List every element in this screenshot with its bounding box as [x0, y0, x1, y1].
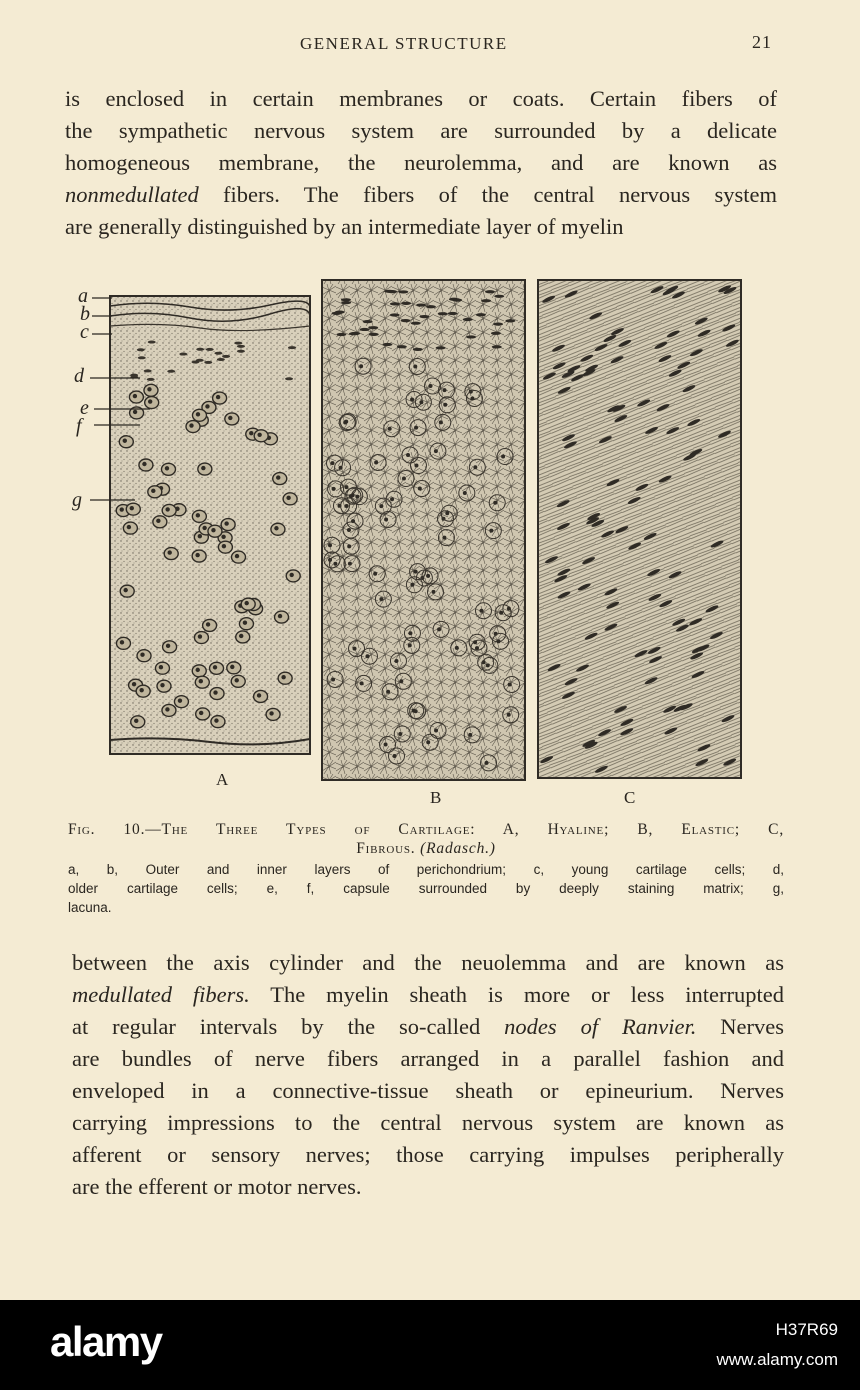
cell-mark — [166, 644, 170, 648]
cell-mark — [505, 319, 515, 322]
cell-mark — [445, 511, 449, 515]
cell-mark — [147, 387, 151, 391]
cell-mark — [199, 679, 203, 683]
cell-mark — [347, 528, 351, 532]
cell-mark — [213, 665, 217, 669]
alamy-logo: alamy — [50, 1318, 162, 1365]
cell-mark — [332, 312, 342, 315]
cell-mark — [379, 597, 383, 601]
cell-mark — [390, 497, 394, 501]
cell-mark — [476, 313, 486, 316]
cell-mark — [443, 403, 447, 407]
cell-mark — [363, 320, 373, 323]
cell-mark — [196, 412, 200, 416]
text-line: are generally distinguished by an intermediate layer of myelin — [65, 214, 624, 239]
cell-mark — [204, 361, 212, 364]
cell-mark — [501, 455, 505, 459]
cell-mark — [244, 601, 248, 605]
label-g: g — [72, 489, 82, 511]
cell-mark — [281, 675, 285, 679]
cell-mark — [344, 485, 348, 489]
cell-mark — [463, 491, 467, 495]
label-b: b — [80, 303, 90, 325]
cell-mark — [130, 506, 134, 510]
cell-mark — [388, 427, 392, 431]
cell-mark — [257, 693, 261, 697]
cell-mark — [332, 487, 336, 491]
cell-mark — [360, 681, 364, 685]
cell-mark — [401, 319, 411, 322]
top-paragraph — [65, 83, 777, 243]
panel-b-elastic — [322, 280, 525, 780]
cell-mark — [336, 333, 346, 336]
cell-mark — [286, 496, 290, 500]
cell-mark — [353, 647, 357, 651]
cell-mark — [429, 384, 433, 388]
cell-mark — [468, 733, 472, 737]
cell-mark — [473, 465, 477, 469]
cell-mark — [333, 562, 337, 566]
cell-mark — [473, 640, 477, 644]
cell-mark — [408, 631, 412, 635]
cell-mark — [123, 439, 127, 443]
cell-mark — [411, 322, 421, 325]
cell-mark — [437, 627, 441, 631]
cell-mark — [390, 313, 400, 316]
cell-mark — [214, 352, 222, 355]
cell-mark — [355, 495, 359, 499]
cell-mark — [455, 646, 459, 650]
text-line — [65, 179, 777, 211]
cell-mark — [237, 345, 245, 348]
cell-mark — [486, 663, 490, 667]
text-fragment: at regular intervals by the so-called — [72, 1014, 505, 1039]
cell-mark — [196, 513, 200, 517]
cell-mark — [410, 397, 414, 401]
cell-mark — [493, 323, 503, 326]
cartilage-figure — [0, 270, 860, 810]
cell-mark — [387, 290, 397, 293]
cell-mark — [139, 688, 143, 692]
cell-mark — [466, 335, 476, 338]
cell-mark — [384, 743, 388, 747]
label-c: c — [80, 321, 89, 343]
cell-mark — [134, 719, 138, 723]
panel-a-hyaline — [110, 296, 310, 754]
cell-mark — [374, 460, 378, 464]
label-f: f — [76, 415, 82, 437]
cell-mark — [414, 426, 418, 430]
cell-mark — [343, 421, 347, 425]
cell-mark — [274, 526, 278, 530]
cell-mark — [235, 554, 239, 558]
cell-mark — [206, 622, 210, 626]
cell-mark — [234, 342, 242, 345]
cell-mark — [138, 356, 146, 359]
text-line: are bundles of nerve fibers arranged in a parallel fashion and — [72, 1046, 784, 1071]
cell-mark — [230, 665, 234, 669]
cell-mark — [156, 519, 160, 523]
cell-mark — [494, 295, 504, 298]
page-number: 21 — [752, 32, 772, 52]
italic-term: nonmedullated — [65, 182, 199, 207]
cell-mark — [198, 634, 202, 638]
cell-mark — [408, 643, 412, 647]
cell-mark — [198, 534, 202, 538]
cell-mark — [331, 677, 335, 681]
text-fragment: Nerves — [696, 1014, 785, 1039]
text-line: is enclosed in certain membranes or coats. Certain fibers of — [65, 86, 777, 111]
cell-mark — [148, 341, 156, 344]
cell-mark — [151, 489, 155, 493]
cell-mark — [214, 718, 218, 722]
cell-mark — [179, 353, 187, 356]
panel-c-fibrous — [538, 280, 741, 778]
cell-mark — [339, 466, 343, 470]
cell-mark — [345, 504, 349, 508]
cell-mark — [278, 614, 282, 618]
cell-mark — [419, 315, 429, 318]
cell-mark — [491, 332, 501, 335]
text-line: are the efferent or motor nerves. — [72, 1174, 362, 1199]
cell-mark — [434, 728, 438, 732]
text-line — [72, 979, 784, 1011]
cell-mark — [470, 396, 474, 400]
panel-label-a: A — [216, 770, 229, 789]
cell-mark — [221, 535, 225, 539]
cell-mark — [360, 328, 370, 331]
cell-mark — [492, 345, 502, 348]
label-e: e — [80, 397, 89, 419]
cell-mark — [165, 707, 169, 711]
cell-mark — [475, 646, 479, 650]
footer-url: www.alamy.com — [716, 1350, 838, 1369]
cell-mark — [485, 290, 495, 293]
cell-mark — [452, 299, 462, 302]
cell-mark — [382, 343, 392, 346]
text-line: homogeneous membrane, the neurolemma, and are known as — [65, 150, 777, 175]
cell-mark — [369, 333, 379, 336]
cell-mark — [401, 302, 411, 305]
cell-mark — [222, 355, 230, 358]
cell-mark — [393, 754, 397, 758]
cell-mark — [331, 461, 335, 465]
cell-mark — [507, 713, 511, 717]
cell-mark — [479, 609, 483, 613]
cell-mark — [147, 378, 155, 381]
cell-mark — [485, 761, 489, 765]
cell-mark — [398, 732, 402, 736]
cell-mark — [341, 298, 351, 301]
cell-mark — [341, 301, 351, 304]
cell-mark — [368, 326, 378, 329]
legend-line: older cartilage cells; e, f, capsule surrounded by deeply staining matrix; g, — [68, 881, 784, 896]
panel-label-c: C — [624, 788, 636, 807]
cell-mark — [127, 525, 131, 529]
cell-mark — [328, 543, 332, 547]
cell-mark — [133, 410, 137, 414]
cell-mark — [217, 358, 225, 361]
cell-mark — [178, 698, 182, 702]
cell-mark — [196, 348, 204, 351]
italic-term: medullated fibers. — [72, 982, 250, 1007]
cell-mark — [406, 453, 410, 457]
cell-mark — [199, 711, 203, 715]
cell-mark — [168, 550, 172, 554]
running-head: GENERAL STRUCTURE — [300, 34, 508, 53]
cell-mark — [434, 449, 438, 453]
figure-caption — [68, 820, 784, 917]
cell-mark — [133, 394, 137, 398]
cell-mark — [416, 303, 426, 306]
cell-mark — [285, 377, 293, 380]
watermark-footer — [0, 1300, 860, 1390]
cell-mark — [418, 487, 422, 491]
cell-mark — [206, 348, 214, 351]
cell-mark — [419, 400, 423, 404]
cell-mark — [442, 536, 446, 540]
cell-mark — [365, 654, 369, 658]
cell-mark — [348, 562, 352, 566]
panel-label-b: B — [430, 788, 442, 807]
cell-mark — [235, 678, 239, 682]
cell-mark — [120, 640, 124, 644]
cell-mark — [160, 683, 164, 687]
cell-mark — [414, 464, 418, 468]
cell-mark — [349, 494, 353, 498]
cell-mark — [448, 312, 458, 315]
cell-mark — [239, 634, 243, 638]
caption-author: (Radasch.) — [420, 840, 496, 857]
caption-fragment: Fibrous. — [356, 840, 416, 857]
text-line: carrying impressions to the central nervous system are known as — [72, 1110, 784, 1135]
cell-mark — [497, 639, 501, 643]
cell-mark — [249, 431, 253, 435]
cell-mark — [140, 653, 144, 657]
cartilage-illustration — [0, 270, 860, 810]
cell-mark — [189, 423, 193, 427]
cell-mark — [397, 345, 407, 348]
cell-mark — [439, 420, 443, 424]
cell-mark — [159, 665, 163, 669]
cell-mark — [213, 690, 217, 694]
text-line: afferent or sensory nerves; those carrying impulses peripherally — [72, 1142, 784, 1167]
cell-mark — [489, 529, 493, 533]
cell-mark — [384, 518, 388, 522]
cell-mark — [499, 611, 503, 615]
text-line: the sympathetic nervous system are surrounded by a delicate — [65, 118, 777, 143]
caption-legend — [68, 860, 784, 917]
cell-mark — [414, 570, 418, 574]
cell-mark — [205, 404, 209, 408]
cell-mark — [413, 364, 417, 368]
cell-mark — [463, 318, 473, 321]
cell-mark — [257, 433, 261, 437]
legend-line: a, b, Outer and inner layers of perichondrium; c, young cartilage cells; d, — [68, 862, 784, 877]
bottom-paragraph — [72, 947, 784, 1203]
cell-mark — [507, 607, 511, 611]
cell-mark — [123, 588, 127, 592]
text-fragment: The myelin sheath is more or less interrupted — [249, 982, 784, 1007]
cell-mark — [410, 583, 414, 587]
cell-mark — [414, 709, 418, 713]
italic-term: nodes of Ranvier. — [504, 1014, 697, 1039]
cell-mark — [350, 332, 360, 335]
cell-mark — [373, 572, 377, 576]
cell-mark — [379, 504, 383, 508]
cell-mark — [347, 544, 351, 548]
cell-mark — [481, 299, 491, 302]
cell-mark — [402, 477, 406, 481]
cell-mark — [269, 711, 273, 715]
caption-title-line: Fig. 10.—The Three Types of Cartilage: A, Hyaline; B, Elastic; C, — [68, 821, 784, 838]
cell-mark — [276, 475, 280, 479]
cell-mark — [508, 682, 512, 686]
cell-mark — [386, 690, 390, 694]
text-line — [72, 1011, 784, 1043]
cell-mark — [167, 370, 175, 373]
cell-mark — [196, 668, 200, 672]
cell-mark — [142, 462, 146, 466]
cell-mark — [426, 740, 430, 744]
cell-mark — [202, 526, 206, 530]
cell-mark — [222, 544, 226, 548]
cell-mark — [398, 290, 408, 293]
cell-mark — [399, 679, 403, 683]
cell-mark — [413, 348, 423, 351]
cell-mark — [390, 302, 400, 305]
cell-mark — [224, 521, 228, 525]
cell-mark — [201, 466, 205, 470]
cell-mark — [165, 466, 169, 470]
cell-mark — [228, 416, 232, 420]
cell-mark — [165, 507, 169, 511]
cell-mark — [359, 364, 363, 368]
cell-mark — [493, 501, 497, 505]
label-a: a — [78, 285, 88, 307]
cell-mark — [394, 659, 398, 663]
text-line: between the axis cylinder and the neuolemma and are known as — [72, 950, 784, 975]
cell-mark — [243, 621, 247, 625]
cell-mark — [211, 528, 215, 532]
cell-mark — [191, 361, 199, 364]
caption-title-line — [68, 839, 784, 858]
cell-mark — [426, 305, 436, 308]
legend-line: lacuna. — [68, 900, 112, 915]
cell-mark — [132, 682, 136, 686]
text-fragment: fibers. The fibers of the central nervous system — [223, 182, 777, 207]
text-line: enveloped in a connective-tissue sheath or epineurium. Nerves — [72, 1078, 784, 1103]
caption-title — [68, 820, 784, 858]
cell-mark — [438, 312, 448, 315]
cell-mark — [120, 507, 124, 511]
cell-mark — [144, 369, 152, 372]
cell-mark — [431, 590, 435, 594]
cell-mark — [148, 399, 152, 403]
cell-mark — [426, 574, 430, 578]
label-d: d — [74, 365, 84, 387]
cell-mark — [195, 553, 199, 557]
cell-mark — [237, 350, 245, 353]
cell-mark — [288, 346, 296, 349]
cell-mark — [436, 346, 446, 349]
cell-mark — [290, 573, 294, 577]
panel-a-side-labels — [72, 285, 90, 511]
cell-mark — [216, 395, 220, 399]
cell-mark — [442, 388, 446, 392]
cell-mark — [137, 348, 145, 351]
image-id: H37R69 — [775, 1320, 838, 1339]
